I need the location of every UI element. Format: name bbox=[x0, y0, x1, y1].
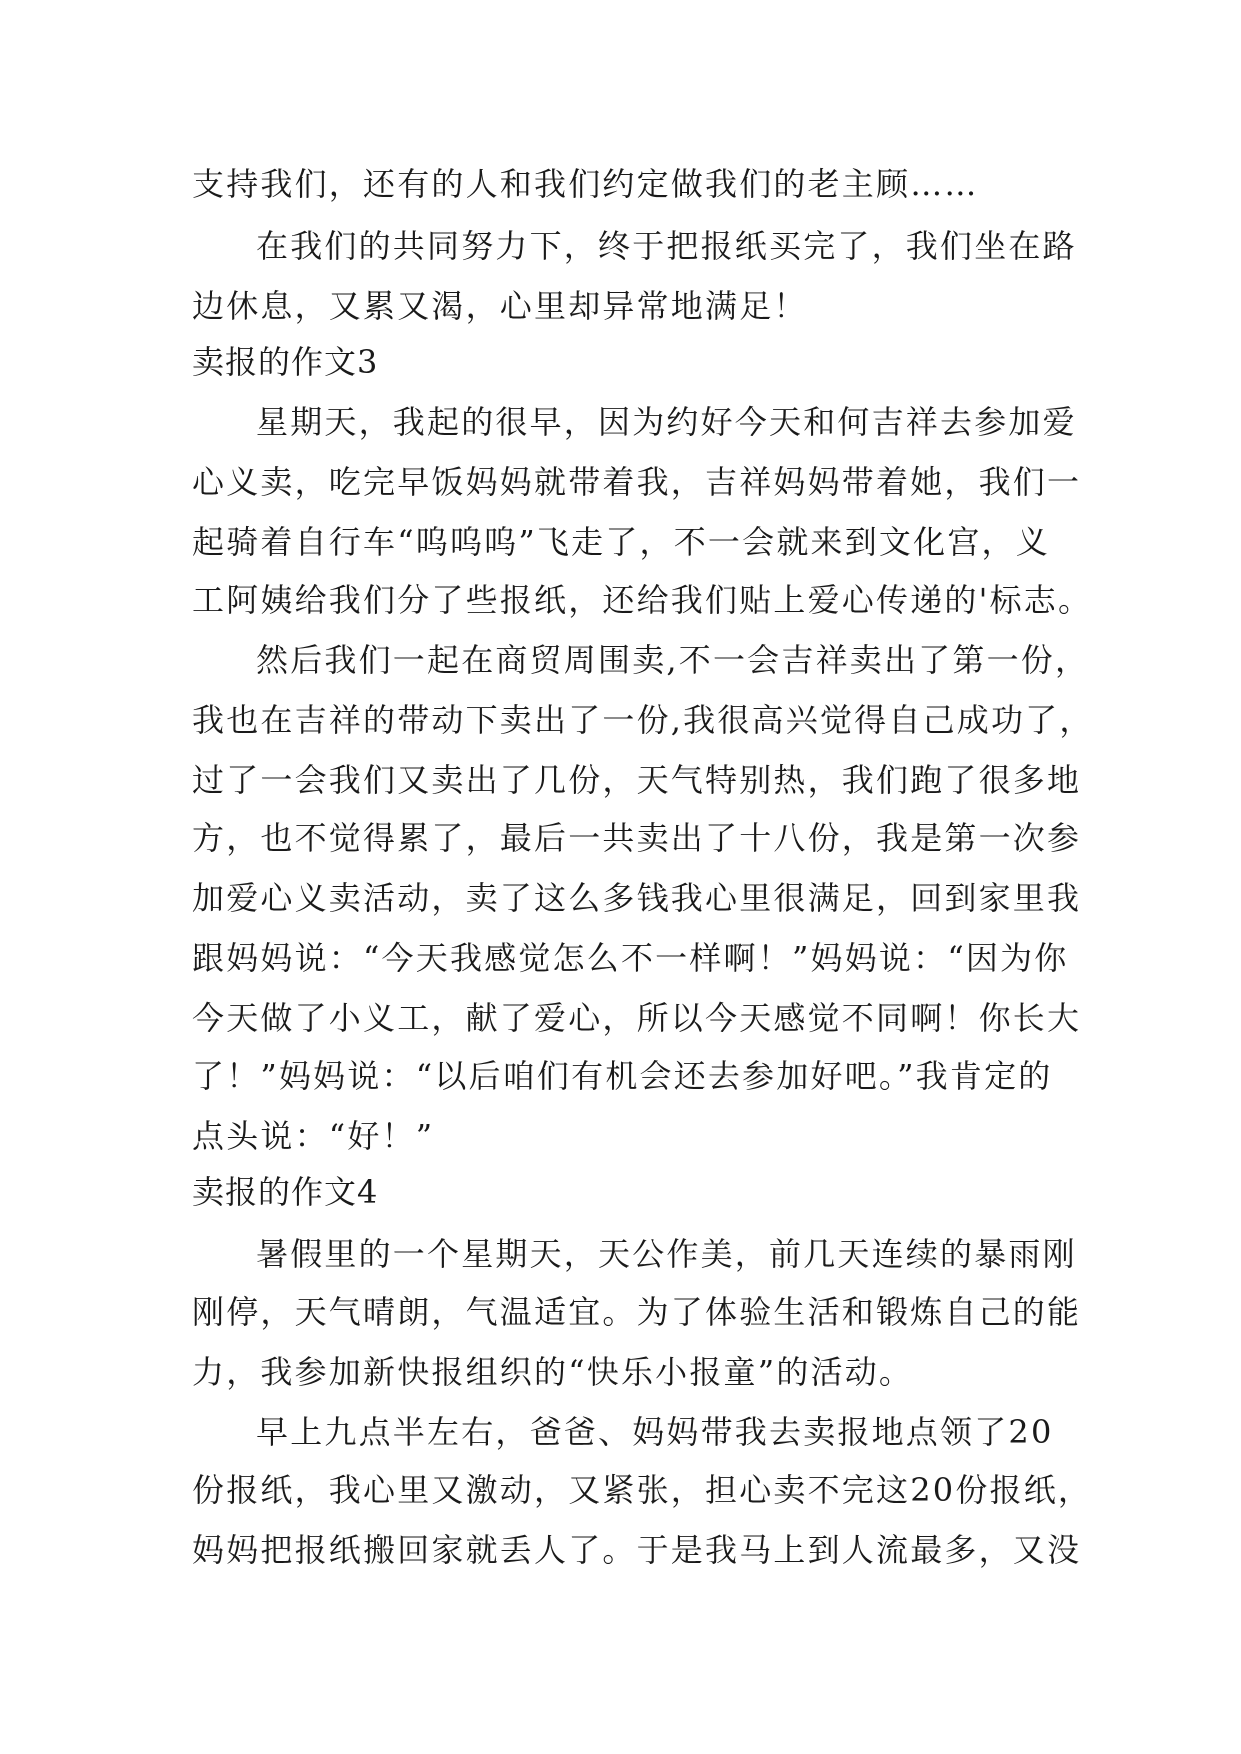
paragraph-line: 了！”妈妈说：“以后咱们有机会还去参加好吧。”我肯定的 bbox=[192, 1057, 1053, 1095]
paragraph-line: 支持我们，还有的人和我们约定做我们的老主顾…… bbox=[192, 165, 979, 203]
paragraph-line: 起骑着自行车“呜呜呜”飞走了，不一会就来到文化宫，义 bbox=[192, 523, 1050, 561]
paragraph-line: 力，我参加新快报组织的“快乐小报童”的活动。 bbox=[192, 1353, 914, 1391]
paragraph-line: 心义卖，吃完早饭妈妈就带着我，吉祥妈妈带着她，我们一 bbox=[192, 463, 1082, 501]
paragraph-line: 方，也不觉得累了，最后一共卖出了十八份，我是第一次参 bbox=[192, 819, 1082, 857]
paragraph-line: 跟妈妈说：“今天我感觉怎么不一样啊！”妈妈说：“因为你 bbox=[192, 939, 1069, 977]
section-heading: 卖报的作文3 bbox=[192, 343, 379, 381]
paragraph-line: 暑假里的一个星期天，天公作美，前几天连续的暴雨刚 bbox=[256, 1235, 1077, 1273]
paragraph-line: 今天做了小义工，献了爱心，所以今天感觉不同啊！你长大 bbox=[192, 999, 1082, 1037]
paragraph-line: 边休息，又累又渴，心里却异常地满足！ bbox=[192, 287, 808, 325]
paragraph-line: 过了一会我们又卖出了几份，天气特别热，我们跑了很多地 bbox=[192, 761, 1082, 799]
paragraph-line: 然后我们一起在商贸周围卖,不一会吉祥卖出了第一份， bbox=[256, 641, 1090, 679]
section-heading: 卖报的作文4 bbox=[192, 1173, 379, 1211]
paragraph-line: 早上九点半左右，爸爸、妈妈带我去卖报地点领了20 bbox=[256, 1413, 1054, 1451]
paragraph-line: 加爱心义卖活动，卖了这么多钱我心里很满足，回到家里我 bbox=[192, 879, 1082, 917]
paragraph-line: 刚停，天气晴朗，气温适宜。为了体验生活和锻炼自己的能 bbox=[192, 1293, 1082, 1331]
paragraph-line: 我也在吉祥的带动下卖出了一份,我很高兴觉得自己成功了， bbox=[192, 701, 1094, 739]
paragraph-line: 在我们的共同努力下，终于把报纸买完了，我们坐在路 bbox=[256, 227, 1077, 265]
paragraph-line: 份报纸，我心里又激动，又紧张，担心卖不完这20份报纸， bbox=[192, 1471, 1093, 1509]
paragraph-line: 点头说：“好！” bbox=[192, 1117, 435, 1155]
paragraph-line: 妈妈把报纸搬回家就丢人了。于是我马上到人流最多，又没 bbox=[192, 1531, 1082, 1569]
paragraph-line: 工阿姨给我们分了些报纸，还给我们贴上爱心传递的'标志。 bbox=[192, 581, 1093, 619]
paragraph-line: 星期天，我起的很早，因为约好今天和何吉祥去参加爱 bbox=[256, 403, 1077, 441]
